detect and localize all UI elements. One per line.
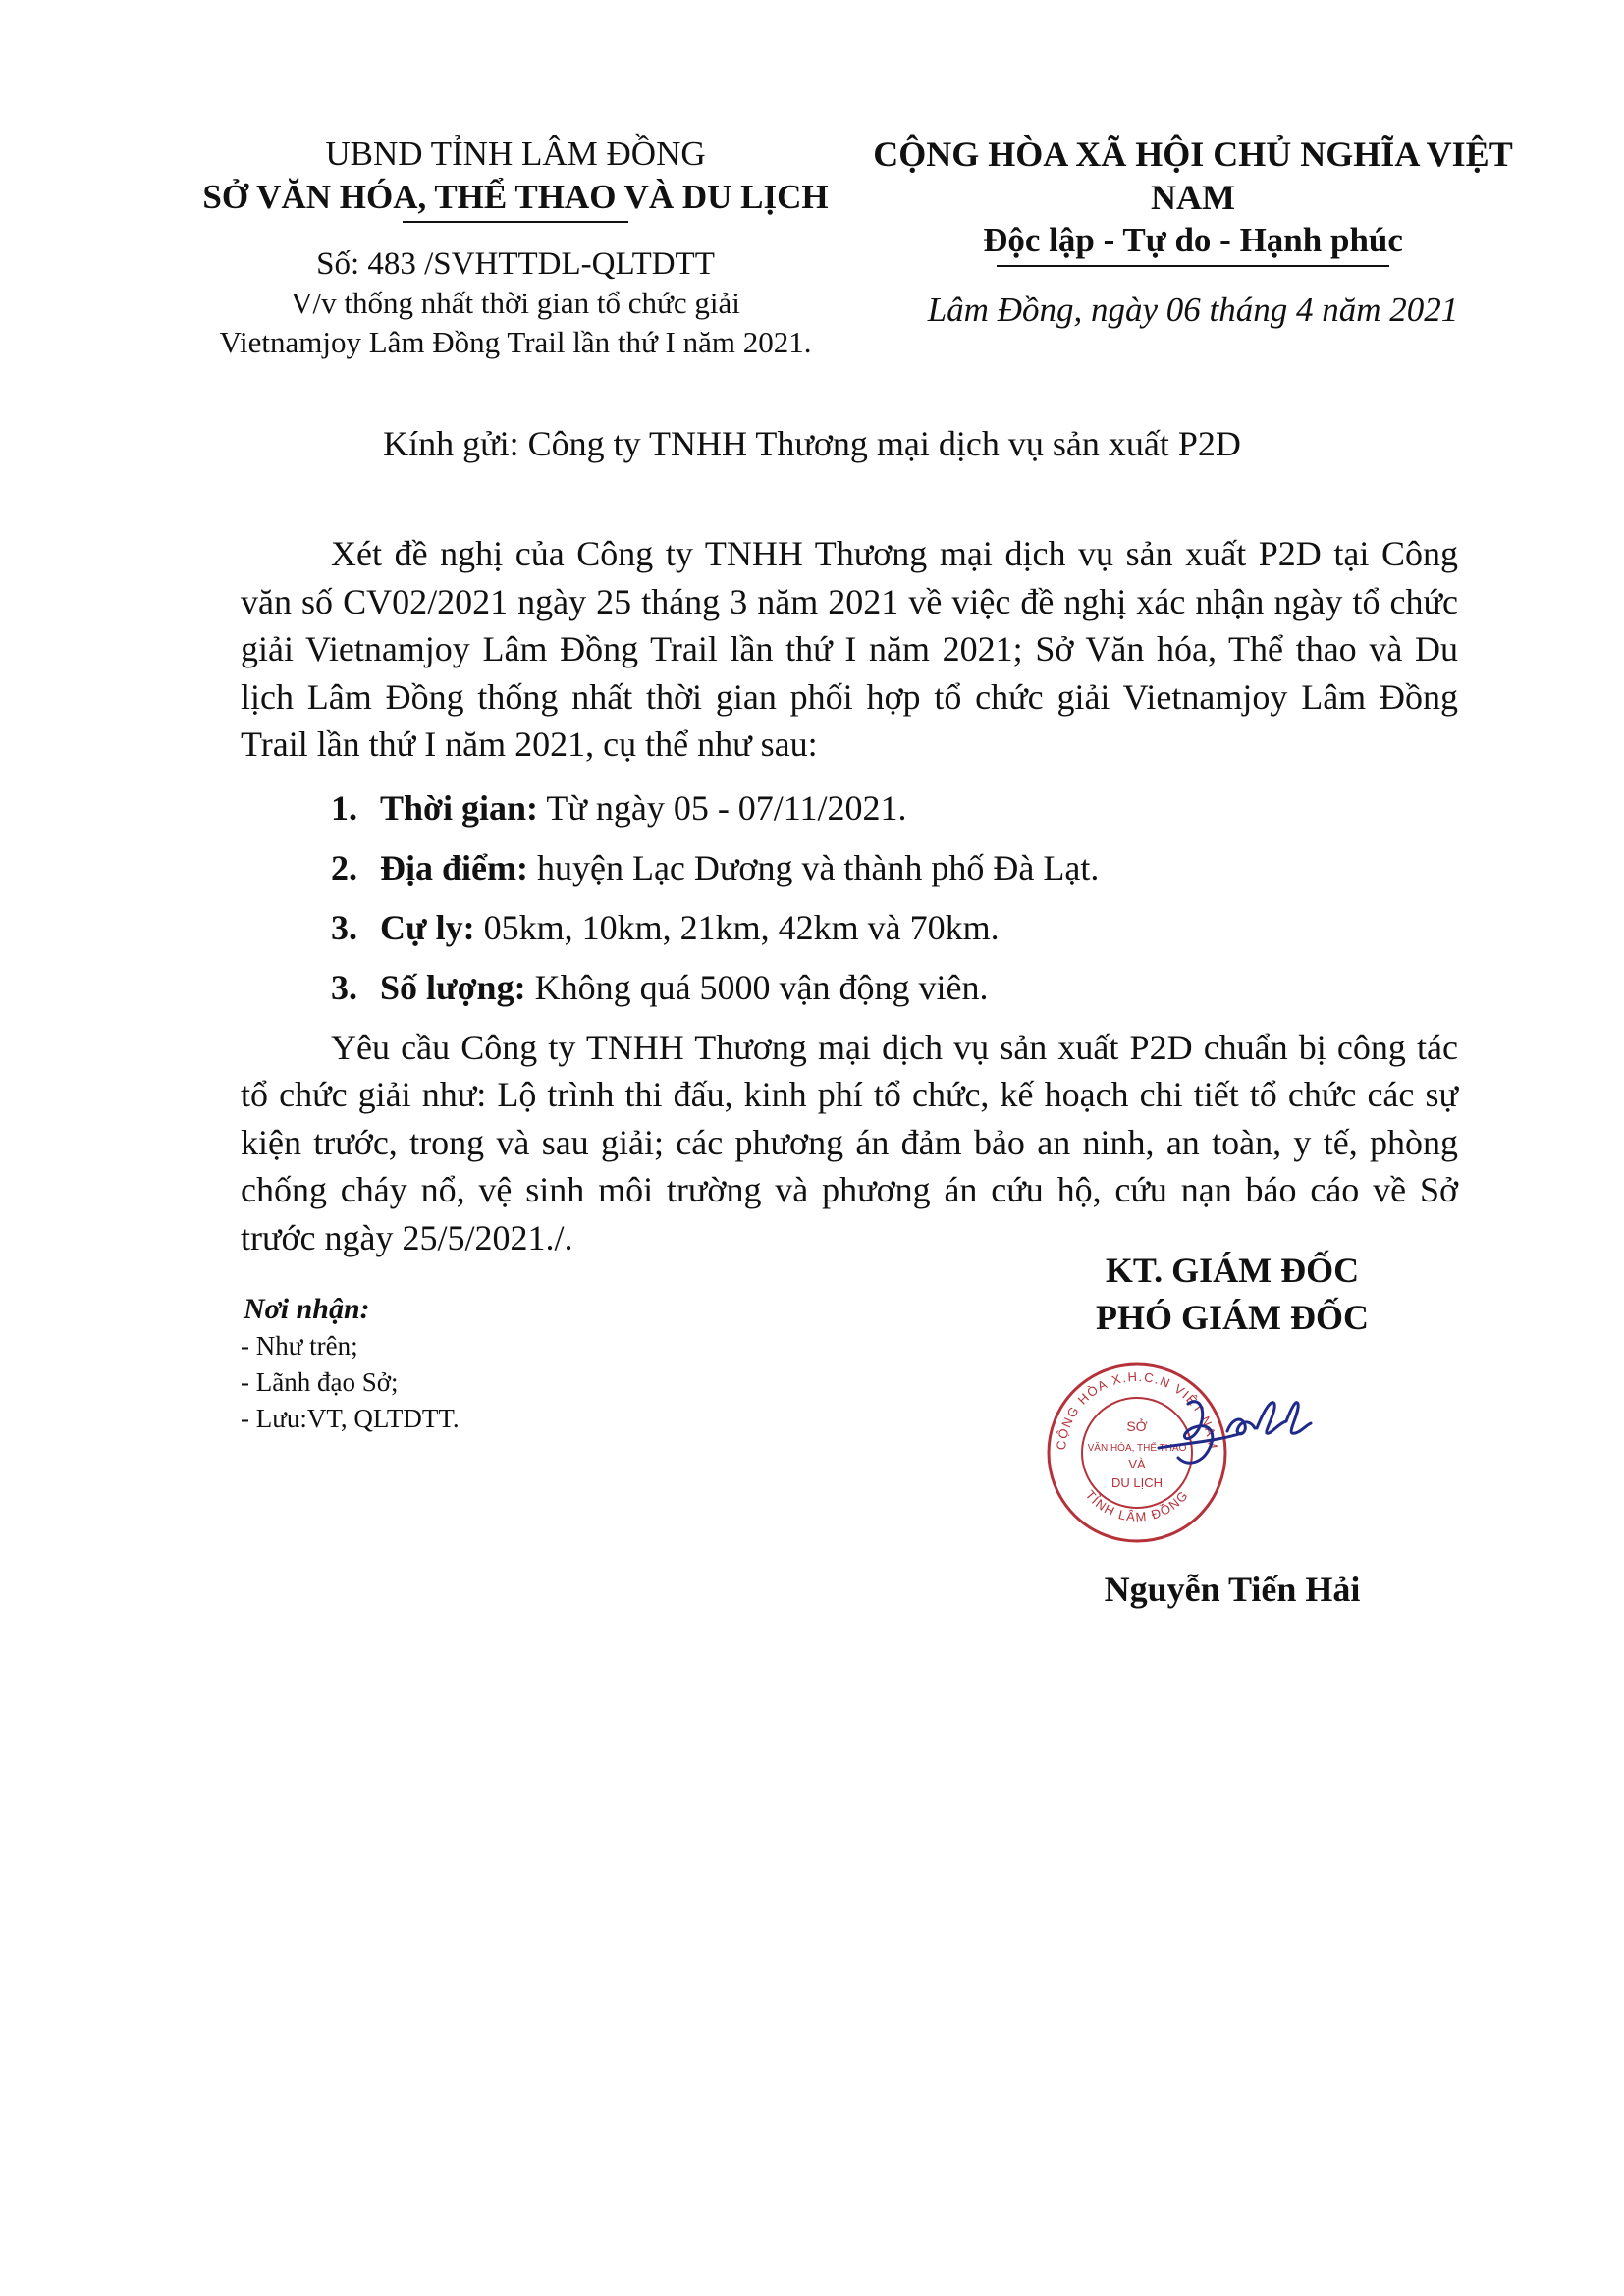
signature-block [1036, 1247, 1429, 1341]
recipients-block [241, 1291, 731, 1437]
list-item [331, 904, 1458, 951]
signature-title-1: KT. GIÁM ĐỐC [1105, 1251, 1360, 1290]
item-text: huyện Lạc Dương và thành phố Đà Lạt. [527, 847, 1100, 887]
signer-name: Nguyễn Tiến Hải [1104, 1570, 1361, 1609]
header-left [182, 133, 849, 362]
national-motto: Độc lập - Tự do - Hạnh phúc [983, 221, 1403, 259]
item-number: 1. [331, 787, 357, 828]
list-item [331, 844, 1458, 891]
intro-paragraph: Xét đề nghị của Công ty TNHH Thương mại dịch vụ sản xuất P2D tại Công văn số CV02/2021 ngày 25 tháng 3 năm 2021 về việc đề nghị xác nhận ngày tổ chức giải Vietnamjoy Lâm Đồng Trail lần thứ I năm 2021; Sở Văn hóa, Thể thao và Du lịch Lâm Đồng thống nhất thời gian phối hợp tổ chức giải Vietnamjoy Lâm Đồng Trail lần thứ I năm 2021, cụ thể như sau: [241, 534, 1458, 764]
recipients-title: Nơi nhận: [244, 1293, 370, 1325]
motto-underline [997, 265, 1389, 267]
recipient-line: Kính gửi: Công ty TNHH Thương mại dịch vụ sản xuất P2D [383, 424, 1241, 463]
item-label: Số lượng: [380, 967, 526, 1007]
signature-title-2: PHÓ GIÁM ĐỐC [1096, 1298, 1369, 1337]
item-text: 05km, 10km, 21km, 42km và 70km. [474, 907, 1000, 947]
recipient-item: - Lãnh đạo Sở; [241, 1367, 399, 1397]
handwritten-signature-icon [1149, 1374, 1316, 1492]
letter-body [241, 530, 1458, 1261]
details-list [241, 784, 1458, 1011]
request-paragraph: Yêu cầu Công ty TNHH Thương mại dịch vụ sản xuất P2D chuẩn bị công tác tổ chức giải như: Lộ trình thi đấu, kinh phí tổ chức, kế hoạch chi tiết tổ chức các sự kiện trước, trong và sau giải; các phương án đảm bảo an ninh, an toàn, y tế, phòng chống cháy nổ, vệ sinh môi trường và phương án cứu hộ, cứu nạn báo cáo về Sở trước ngày 25/5/2021./. [241, 1027, 1458, 1257]
item-number: 3. [331, 967, 357, 1007]
item-label: Địa điểm: [380, 847, 528, 887]
stamp-center-line: VÀ [1128, 1457, 1146, 1471]
stamp-bottom-text: TỈNH LÂM ĐỒNG [1082, 1487, 1192, 1524]
issuing-authority: UBND TỈNH LÂM ĐỒNG [325, 134, 706, 173]
recipient-item: - Lưu:VT, QLTDTT. [241, 1404, 460, 1433]
item-label: Thời gian: [380, 787, 538, 828]
subject-line-2: Vietnamjoy Lâm Đồng Trail lần thứ I năm 2021. [219, 325, 812, 359]
subject-line-1: V/v thống nhất thời gian tổ chức giải [291, 286, 740, 320]
stamp-center-line: DU LỊCH [1110, 1475, 1164, 1490]
document-number: Số: 483 /SVHTTDL-QLTDTT [316, 246, 715, 282]
country-name: CỘNG HÒA XÃ HỘI CHỦ NGHĨA VIỆT NAM [873, 134, 1513, 217]
list-item [331, 964, 1458, 1011]
item-text: Không quá 5000 vận động viên. [525, 967, 989, 1007]
department-underline [403, 221, 628, 223]
stamp-top-text: CỘNG HÒA X.H.C.N VIỆT NAM [1053, 1368, 1221, 1451]
place-date: Lâm Đồng, ngày 06 tháng 4 năm 2021 [927, 291, 1459, 329]
item-text: Từ ngày 05 - 07/11/2021. [537, 787, 907, 828]
header-right [830, 133, 1556, 332]
item-label: Cự ly: [380, 907, 475, 947]
item-number: 2. [331, 847, 357, 887]
stamp-center-line: VĂN HÓA, THỂ THAO [1087, 1443, 1187, 1454]
item-number: 3. [331, 907, 357, 947]
list-item [331, 784, 1458, 831]
issuing-department: SỞ VĂN HÓA, THỂ THAO VÀ DU LỊCH [202, 178, 829, 216]
recipient-item: - Như trên; [241, 1331, 358, 1361]
stamp-center-line: SỞ [1126, 1418, 1148, 1434]
